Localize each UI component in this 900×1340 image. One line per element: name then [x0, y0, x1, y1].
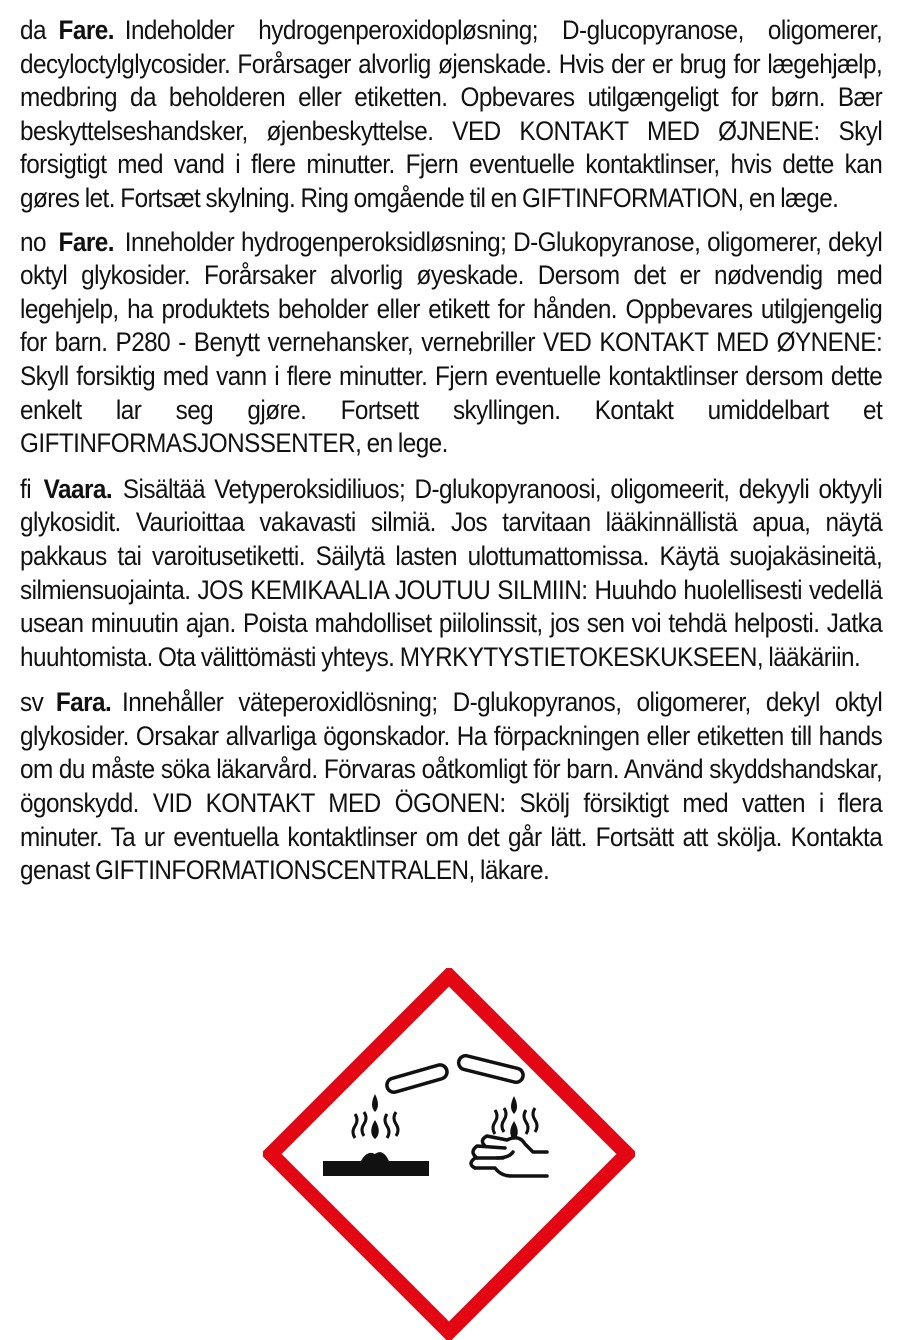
signal-word: Fare. — [58, 15, 114, 45]
hazard-statement-text: Innehåller väteperoxidlösning; D-glukopyranos, oligomerer, dekyl oktyl glykosider. Orsakar allvarliga ögonskador. Ha förpackningen eller etiketten till hands om du måste söka läkarvård. Förvaras oåtkomligt för barn. Använd skyddshandskar, ögonskydd. VID KONTAKT MED ÖGONEN: Skölj försiktigt med vatten i flera minuter. Ta ur eventuella kontaktlinser om det går lätt. Fortsätt att skölja. Kontakta genast GIFTINFORMATIONSCENTRALEN, läkare. — [20, 687, 883, 886]
hazard-label-text — [20, 14, 882, 900]
signal-word: Vaara. — [43, 473, 113, 504]
signal-word: Fara. — [55, 687, 112, 718]
hazard-section-da — [20, 14, 882, 216]
language-code: sv — [20, 687, 44, 718]
ghs05-corrosion-icon — [263, 968, 635, 1340]
language-code: no — [20, 226, 46, 257]
hazard-section-no — [20, 226, 882, 461]
language-code: da — [20, 15, 46, 45]
hazard-statement-text: Indeholder hydrogenperoxidopløsning; D-glucopyranose, oligomerer, decyloctylglycosider. Forårsager alvorlig øjenskade. Hvis der er brug for lægehjælp, medbring da beholderen eller etiketten. Opbevares utilgængeligt for børn. Bær beskyttelseshandsker, øjenbeskyttelse. VED KONTAKT MED ØJNENE: Skyl forsigtigt med vand i flere minutter. Fjern eventuelle kontaktlinser, hvis dette kan gøres let. Fortsæt skylning. Ring omgående til en GIFTINFORMATION, en læge. — [20, 15, 883, 213]
hazard-statement-text: Inneholder hydrogenperoksidløsning; D-Glukopyranose, oligomerer, dekyl oktyl glykosider. Forårsaker alvorlig øyeskade. Dersom det er nødvendig med legehjelp, ha produktets beholder eller etikett for hånden. Oppbevares utilgjengelig for barn. P280 - Benytt vernehansker, vernebriller VED KONTAKT MED ØYNENE: Skyll forsiktig med vann i flere minutter. Fjern eventuelle kontaktlinser dersom dette enkelt lar seg gjøre. Fortsett skyllingen. Kontakt umiddelbart et GIFTINFORMASJONSSENTER, en lege. — [20, 226, 883, 459]
signal-word: Fare. — [58, 226, 114, 257]
hazard-section-sv — [20, 686, 882, 888]
hazard-section-fi — [20, 473, 882, 675]
language-code: fi — [20, 473, 32, 504]
hazard-statement-text: Sisältää Vetyperoksidiliuos; D-glukopyranoosi, oligomeerit, dekyyli oktyyli glykosidit. Vaurioittaa vakavasti silmiä. Jos tarvitaan lääkinnällistä apua, näytä pakkaus tai varoitusetiketti. Säilytä lasten ulottumattomissa. Käytä suojakäsineitä, silmiensuojainta. JOS KEMIKAALIA JOUTUU SILMIIN: Huuhdo huolellisesti vedellä usean minuutin ajan. Poista mahdolliset piilolinssit, jos sen voi tehdä helposti. Jatka huuhtomista. Ota välittömästi yhteys. MYRKYTYSTIETOKESKUKSEEN, lääkäriin. — [20, 473, 883, 672]
